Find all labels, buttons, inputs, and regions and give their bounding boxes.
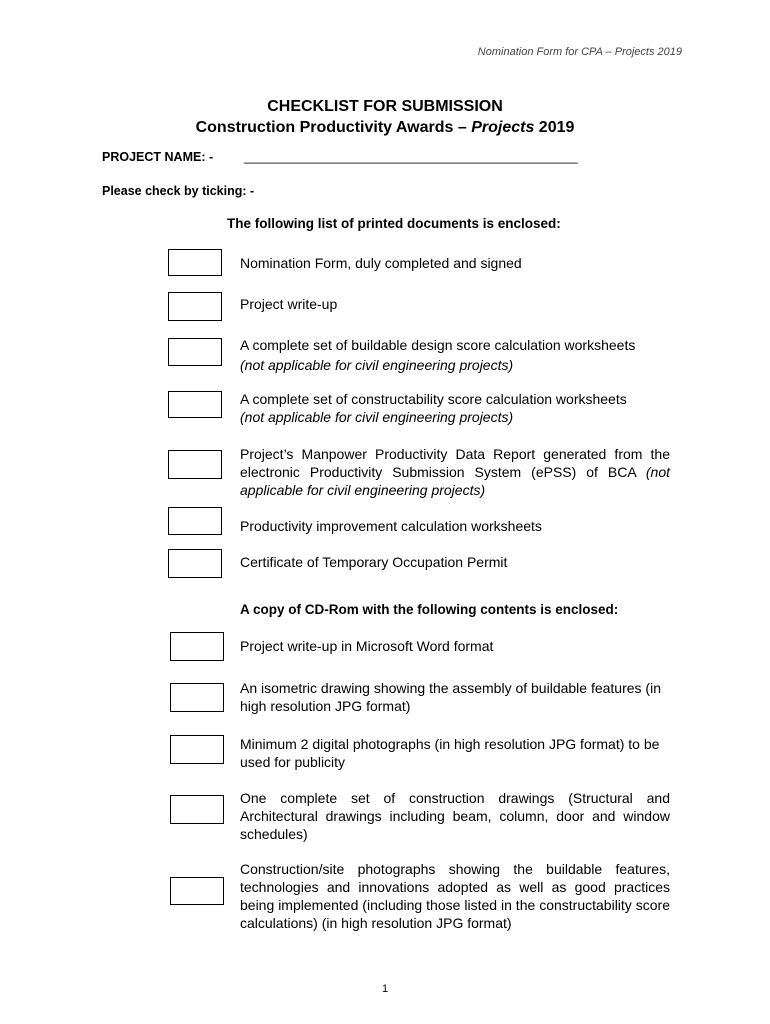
cdrom-item-2-text: An isometric drawing showing the assembly of buildable features (in high resolution JPG format) — [240, 680, 661, 714]
cdrom-item-5-checkbox[interactable] — [170, 877, 224, 905]
cdrom-item-4-checkbox[interactable] — [170, 795, 224, 824]
printed-item-1-text: Nomination Form, duly completed and signed — [240, 255, 522, 271]
printed-item-4-note: (not applicable for civil engineering projects) — [240, 409, 514, 425]
project-name-blank-line[interactable]: ________________________________________________ — [244, 150, 578, 164]
printed-item-6-text: Productivity improvement calculation worksheets — [240, 518, 542, 534]
printed-item-3-text — [240, 336, 670, 374]
page-title — [0, 96, 770, 138]
check-instructions: Please check by ticking: - — [102, 184, 255, 198]
cdrom-item-5-text: Construction/site photographs showing the buildable features, technologies and innovations adopted as well as good practices being implemented (including those listed in the constructability score calculations) (in high resolution JPG format) — [240, 861, 670, 931]
cdrom-item-3-checkbox[interactable] — [170, 735, 224, 764]
project-name-row — [102, 150, 578, 164]
cdrom-item-2-checkbox[interactable] — [170, 683, 224, 712]
cdrom-heading: A copy of CD-Rom with the following contents is enclosed: — [240, 602, 619, 617]
printed-item-5-note: (not applicable for civil engineering projects) — [240, 464, 671, 498]
cdrom-item-4-text: One complete set of construction drawings (Structural and Architectural drawings including beam, column, door and window schedules) — [240, 790, 670, 842]
title-line-1: CHECKLIST FOR SUBMISSION — [267, 98, 503, 115]
cdrom-item-1-text: Project write-up in Microsoft Word format — [240, 638, 494, 654]
printed-item-7-text: Certificate of Temporary Occupation Permit — [240, 554, 508, 570]
printed-item-2-checkbox[interactable] — [168, 292, 222, 321]
printed-item-2-text: Project write-up — [240, 296, 338, 312]
printed-item-5-main: Project’s Manpower Productivity Data Report generated from the electronic Productivity Submission System (ePSS) of BCA — [240, 446, 670, 480]
cdrom-item-1-checkbox[interactable] — [170, 632, 224, 661]
printed-item-4-text — [240, 390, 670, 426]
project-name-label: PROJECT NAME: - — [102, 150, 214, 164]
title-line-2 — [0, 117, 770, 138]
title-line-2-italic: Projects — [471, 119, 535, 136]
printed-item-1-checkbox[interactable] — [168, 249, 222, 276]
running-header: Nomination Form for CPA – Projects 2019 — [477, 46, 682, 58]
cdrom-item-3-text: Minimum 2 digital photographs (in high resolution JPG format) to be used for publicity — [240, 736, 660, 770]
title-line-2-prefix: Construction Productivity Awards – — [195, 119, 472, 136]
printed-item-3-main: A complete set of buildable design score calculation worksheets — [240, 337, 636, 353]
printed-documents-heading: The following list of printed documents is enclosed: — [227, 216, 561, 231]
printed-item-5-text — [240, 445, 670, 499]
page-number: 1 — [381, 983, 389, 995]
title-line-2-suffix: 2019 — [534, 119, 575, 136]
printed-item-3-checkbox[interactable] — [168, 338, 222, 366]
printed-item-5-checkbox[interactable] — [168, 450, 222, 479]
printed-item-7-checkbox[interactable] — [168, 549, 222, 578]
printed-item-3-note: (not applicable for civil engineering projects) — [240, 357, 514, 373]
printed-item-4-checkbox[interactable] — [168, 391, 222, 418]
printed-item-4-main: A complete set of constructability score calculation worksheets — [240, 391, 627, 407]
printed-item-6-checkbox[interactable] — [168, 507, 222, 535]
